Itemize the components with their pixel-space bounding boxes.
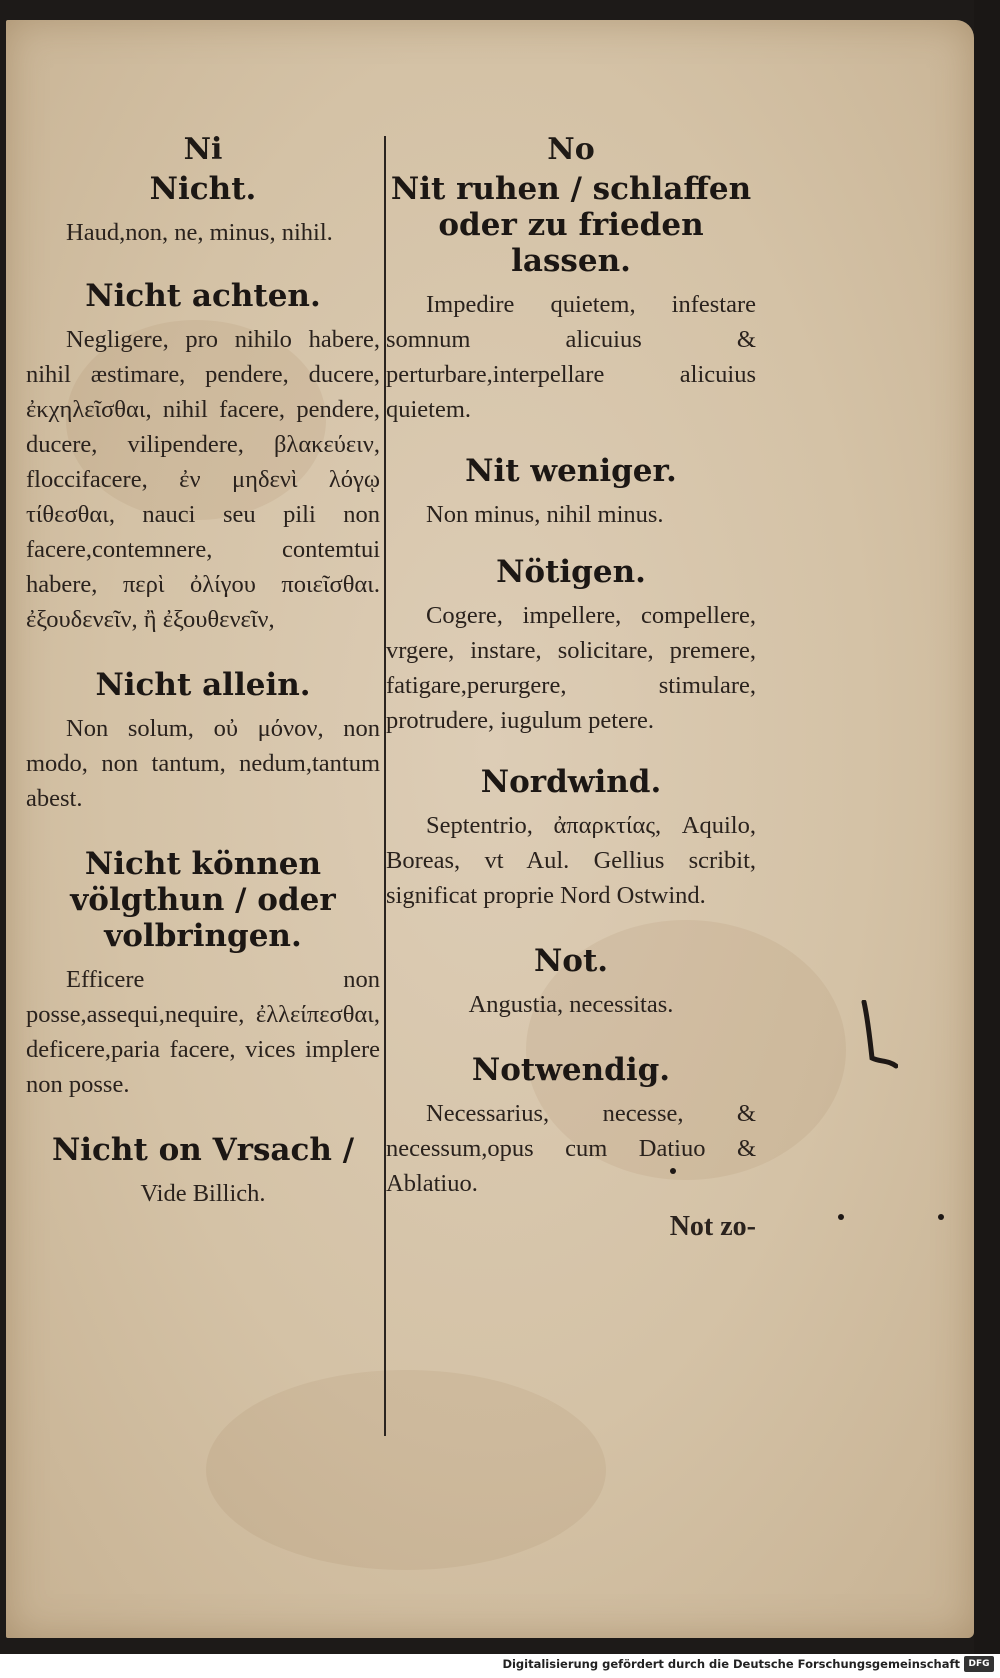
headword: Nit ruhen / schlaffen oder zu frieden lassen. <box>390 171 752 279</box>
entry-text: Cogere, impellere, compellere, vrgere, instare, solicitare, premere, fatigare,perurgere, stimulare, protrudere, iugulum petere. <box>386 602 756 734</box>
left-column <box>26 110 380 1211</box>
entry-text: Impedire quietem, infestare somnum alicuius & perturbare,interpellare alicuius quietem. <box>386 291 756 423</box>
headword: Nötigen. <box>496 554 646 590</box>
entry-text: Septentrio, ἀπαρκτίας, Aquilo, Boreas, vt Aul. Gellius scribit, significat proprie Nord Ostwind. <box>386 812 756 909</box>
entry-text: Angustia, necessitas. <box>468 991 674 1018</box>
catchword: Not zo- <box>669 1211 756 1242</box>
paper-stain <box>206 1370 606 1570</box>
entry-text: Vide Billich. <box>140 1180 266 1207</box>
page-number-left: Ni <box>183 132 223 167</box>
entry-text: Negligere, pro nihilo habere, nihil æstimare, pendere, ducere, ἐκχηλεῖσθαι, nihil facere, pendere, ducere, vilipendere, βλακεύειν, floccifacere, ἐν μηδενὶ λόγῳ τίθεσθαι, nauci seu pili non facere,contemnere, contemtui habere, περὶ ὀλίγου ποιεῖσθαι. ἐξουδενεῖν, ἢ ἐξουθενεῖν, <box>26 326 380 633</box>
digitization-credit: Digitalisierung gefördert durch die Deutsche Forschungsgemeinschaft <box>502 1657 960 1671</box>
headword: Nordwind. <box>480 764 662 800</box>
headword: Notwendig. <box>471 1052 671 1088</box>
ink-dot <box>938 1214 944 1220</box>
entry-text: Necessarius, necesse, & necessum,opus cum Datiuo & Ablatiuo. <box>386 1100 756 1197</box>
headword: Nicht achten. <box>85 278 321 314</box>
headword: Nit weniger. <box>465 453 677 489</box>
entry-text: Efficere non posse,assequi,nequire, ἐλλείπεσθαι, deficere,paria facere, vices implere non posse. <box>26 966 380 1098</box>
entry-text: Non solum, οὐ μόνον, non modo, non tantum, nedum,tantum abest. <box>26 715 380 812</box>
headword: Not. <box>533 943 609 979</box>
entry-text: Non minus, nihil minus. <box>426 501 664 528</box>
dfg-logo: DFG <box>964 1656 994 1672</box>
scan-edge <box>974 0 1000 1654</box>
right-column <box>386 110 756 1244</box>
headword: Nicht. <box>149 171 257 207</box>
page-number-right: No <box>547 132 595 167</box>
headword: Nicht on Vrsach / <box>51 1132 355 1168</box>
headword: Nicht allein. <box>95 667 311 703</box>
headword: Nicht können völgthun / oder volbringen. <box>70 846 336 954</box>
entry-text: Haud,non, ne, minus, nihil. <box>66 219 333 246</box>
ink-dot <box>838 1214 844 1220</box>
ink-dot <box>670 1168 676 1174</box>
ink-mark <box>858 1000 898 1070</box>
